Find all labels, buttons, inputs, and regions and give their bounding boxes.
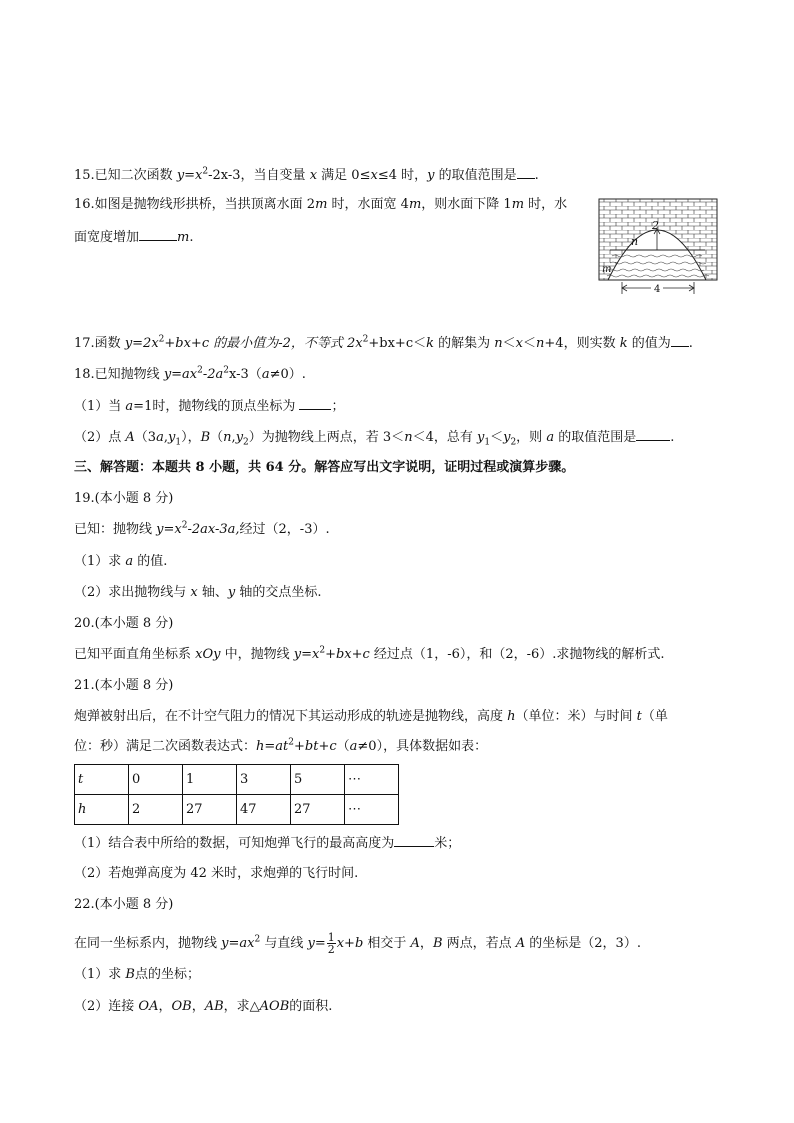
q17-text: 17.函数 [74, 336, 125, 351]
question-21-part2: （2）若炮弹高度为 42 米时，求炮弹的飞行时间. [74, 866, 359, 881]
q19-text: （1）求 [74, 554, 126, 569]
q17-text: . [688, 336, 693, 351]
q15-text: -2x-3，当自变量 [208, 168, 310, 183]
question-21-part1 [74, 834, 460, 853]
q18-text: , [163, 430, 168, 445]
q19-equation: y=x [156, 522, 182, 537]
q22-point: A [410, 936, 420, 951]
arch-bridge-figure [598, 198, 722, 296]
table-cell: ⋯ [345, 765, 399, 795]
q18-text: , [231, 430, 236, 445]
q19-text: 的值. [133, 554, 168, 569]
table-cell: t [75, 765, 129, 795]
q17-var: n [536, 336, 545, 351]
fraction-one-half [327, 932, 336, 955]
q22-point: A [515, 936, 526, 951]
q19-text: 轴、 [197, 585, 228, 600]
q20-var: xOy [195, 647, 221, 662]
q22-text: 两点，若点 [442, 936, 516, 951]
table-row [75, 795, 399, 825]
question-22-part1 [74, 966, 200, 984]
q22-text: ， [158, 999, 172, 1014]
q19-text: 已知：抛物线 [74, 522, 157, 537]
answer-blank[interactable] [671, 334, 689, 347]
answer-blank[interactable] [636, 428, 670, 441]
q17-var: k [619, 336, 628, 351]
q18-text: ； [331, 399, 345, 414]
q18-subscript: 2 [243, 437, 249, 448]
q19-var: a [125, 554, 134, 569]
q16-unit: m [408, 197, 422, 212]
q22-point: B [432, 936, 443, 951]
q21-text: （1）结合表中所给的数据，可知炮弹飞行的最高高度为 [74, 836, 395, 851]
table-cell: 5 [291, 765, 345, 795]
q16-text: 面宽度增加 [74, 230, 140, 245]
q20-equation: +bx+c [325, 647, 370, 662]
q18-text: 的取值范围是 [554, 430, 637, 445]
q21-text: 位：秒）满足二次函数表达式： [74, 739, 257, 754]
q20-text: 经过点（1，-6），和（2，-6）.求抛物线的解析式. [369, 647, 665, 662]
q18-text: ）， [181, 430, 201, 445]
q22-text: 的坐标是（2，3）. [525, 936, 641, 951]
q15-text: 满足 0≤ [317, 168, 371, 183]
q16-text: 16.如图是抛物线形拱桥，当拱顶离水面 2 [74, 197, 316, 212]
q18-subscript: 2 [510, 437, 517, 448]
question-19-stem [74, 521, 330, 539]
q18-var: n [404, 430, 413, 445]
q22-text: 相交于 [363, 936, 411, 951]
q18-text: ＜4，总有 [412, 430, 477, 445]
q22-segment: AB [204, 999, 224, 1014]
answer-blank[interactable] [394, 834, 434, 847]
q21-text: （ [336, 739, 350, 754]
q17-var: x [515, 336, 524, 351]
q18-point: B [200, 430, 211, 445]
question-21-stem-line1 [74, 708, 668, 726]
q21-var: h [507, 709, 516, 724]
q22-segment: OB [171, 999, 192, 1014]
q21-text: （单位：米）与时间 [515, 709, 637, 724]
fraction-numerator: 1 [327, 931, 335, 944]
q18-text: ≠0）. [269, 367, 306, 382]
q18-text: （1）当 [74, 399, 126, 414]
q22-text: 在同一坐标系内，抛物线 [74, 936, 222, 951]
q15-var-x: x [370, 168, 378, 183]
q21-var: a [349, 739, 358, 754]
q17-exponent: 2 [158, 334, 165, 345]
q22-exponent: 2 [254, 934, 261, 945]
question-18-part1 [74, 397, 344, 416]
q18-text: ，则 [516, 430, 547, 445]
q15-text: . [534, 168, 539, 183]
question-19-part2 [74, 584, 322, 602]
table-cell: 1 [183, 765, 237, 795]
q18-text: （3 [134, 430, 157, 445]
question-18-part2 [74, 428, 674, 447]
q17-equation: y=2x [124, 336, 159, 351]
q15-text: ≤4 时， [377, 168, 428, 183]
q17-text: ＜ [502, 336, 516, 351]
q17-var: n [494, 336, 503, 351]
question-17 [74, 334, 693, 353]
q21-text: 米； [434, 836, 461, 851]
q18-exponent: 2 [223, 365, 230, 376]
q18-text: =1时，抛物线的顶点坐标为 [133, 399, 300, 414]
answer-blank[interactable] [517, 166, 535, 179]
q18-text: ）为抛物线上两点，若 3＜ [248, 430, 405, 445]
q15-equation: y=x [176, 168, 203, 183]
q19-text: 轴的交点坐标. [235, 585, 322, 600]
q18-subscript: 1 [484, 437, 491, 448]
table-cell: h [75, 795, 129, 825]
q16-text: 时，水面宽 4 [327, 197, 409, 212]
q22-equation: y= [307, 936, 326, 951]
answer-blank[interactable] [299, 397, 331, 410]
section-3-text: 小题，共 [204, 460, 266, 475]
q18-text: 18.已知抛物线 [74, 367, 164, 382]
answer-blank[interactable] [139, 228, 177, 241]
table-cell: 27 [291, 795, 345, 825]
q16-text: . [189, 230, 194, 245]
q22-text: 的面积. [289, 999, 333, 1014]
q15-text: 15.已知二次函数 [74, 168, 177, 183]
question-20-stem [74, 646, 665, 664]
q17-text: 的解集为 [434, 336, 495, 351]
q18-var: a [546, 430, 555, 445]
q21-text: 炮弹被射出后，在不计空气阻力的情况下其运动形成的轨迹是抛物线，高度 [74, 709, 508, 724]
table-cell: ⋯ [345, 795, 399, 825]
q17-text: 的值为 [627, 336, 671, 351]
q22-text: ， [419, 936, 433, 951]
q17-text: ＜ [523, 336, 537, 351]
q21-text: （单 [641, 709, 668, 724]
q18-text: （ [210, 430, 224, 445]
q22-segment: OA [138, 999, 159, 1014]
q18-subscript: 1 [175, 437, 182, 448]
table-cell: 2 [129, 795, 183, 825]
q19-var: x [190, 585, 198, 600]
q22-text: ， [191, 999, 205, 1014]
q18-var: y [476, 430, 485, 445]
table-cell: 47 [237, 795, 291, 825]
q18-exponent: 2 [197, 365, 203, 376]
q19-text: （2）求出抛物线与 [74, 585, 191, 600]
q18-equation: x-3（ [229, 367, 262, 382]
q18-var: a [125, 399, 134, 414]
q15-text: 的取值范围是 [434, 168, 517, 183]
q18-var: a [261, 367, 270, 382]
data-table [74, 764, 399, 825]
q18-text: ＜ [490, 430, 504, 445]
q18-text: （2）点 [74, 430, 126, 445]
q21-text: ≠0），具体数据如表： [357, 739, 488, 754]
figure-label-n: n [631, 235, 639, 248]
q18-equation: -2a [202, 367, 224, 382]
q17-text: +4，则实数 [544, 336, 620, 351]
q18-var: y [167, 430, 176, 445]
q18-var: a [156, 430, 164, 445]
q16-unit: m [177, 230, 190, 245]
q19-var: y [227, 585, 236, 600]
question-22-stem [74, 932, 641, 955]
q16-text: ，则水面下降 1 [421, 197, 512, 212]
q20-equation: y=x [293, 647, 320, 662]
section-3-text: 三、解答题：本题共 [74, 460, 196, 475]
question-20-head: 20.(本小题 8 分) [74, 616, 174, 631]
table-cell: 27 [183, 795, 237, 825]
q22-text: （2）连接 [74, 999, 139, 1014]
q22-point: B [125, 967, 135, 982]
q21-exponent: 2 [288, 737, 294, 748]
section-3-count: 8 [195, 460, 205, 475]
q17-exponent: 2 [362, 334, 369, 345]
question-16-line1 [74, 196, 567, 214]
section-3-text: 分。解答应写出文字说明，证明过程或演算步骤。 [283, 460, 575, 475]
q22-text: 与直线 [260, 936, 308, 951]
q17-text: +bx+c＜ [368, 336, 427, 351]
q19-equation: -2ax-3a, [187, 522, 240, 537]
table-cell: 0 [129, 765, 183, 795]
q21-equation: h=at [256, 739, 289, 754]
q17-text: +bx+c 的最小值为-2，不等式 2x [164, 336, 363, 351]
question-22-head: 22.(本小题 8 分) [74, 897, 174, 912]
figure-label-m: m [602, 264, 612, 275]
q18-var: n [223, 430, 232, 445]
q15-exponent: 2 [202, 166, 209, 177]
fraction-denominator: 2 [327, 943, 335, 956]
question-22-part2 [74, 998, 332, 1016]
table-row [75, 765, 399, 795]
q17-var: k [426, 336, 435, 351]
q18-var: y [235, 430, 244, 445]
question-19-part1 [74, 553, 167, 571]
q15-var-y: y [427, 168, 435, 183]
q22-text: （1）求 [74, 967, 126, 982]
q20-exponent: 2 [319, 645, 326, 656]
figure-label-2: 2 [652, 219, 659, 232]
section-3-heading [74, 459, 574, 477]
q22-equation: y=ax [221, 936, 255, 951]
q18-point: A [125, 430, 135, 445]
figure-label-4: 4 [654, 284, 661, 295]
q22-equation: x+b [336, 936, 364, 951]
q18-var: y [503, 430, 511, 445]
q19-exponent: 2 [181, 520, 188, 531]
question-15 [74, 166, 539, 185]
q19-text: 经过（2，-3）. [239, 522, 330, 537]
question-18 [74, 366, 306, 384]
q21-var: t [636, 709, 642, 724]
question-16-line2 [74, 228, 193, 247]
q22-triangle: AOB [259, 999, 290, 1014]
q18-text: . [670, 430, 675, 445]
q16-text: 时，水 [524, 197, 568, 212]
q18-equation: y=ax [163, 367, 198, 382]
q21-equation: +bt+c [294, 739, 337, 754]
q22-text: 点的坐标； [134, 967, 200, 982]
question-19-head: 19.(本小题 8 分) [74, 491, 174, 506]
section-3-points: 64 [265, 460, 284, 475]
question-21-stem-line2 [74, 738, 487, 756]
q20-text: 中，抛物线 [220, 647, 294, 662]
q22-text: ，求△ [223, 999, 260, 1014]
q20-text: 已知平面直角坐标系 [74, 647, 196, 662]
q16-unit: m [511, 197, 525, 212]
question-21-head: 21.(本小题 8 分) [74, 678, 174, 693]
table-cell: 3 [237, 765, 291, 795]
q16-unit: m [315, 197, 328, 212]
q15-var-x: x [309, 168, 318, 183]
